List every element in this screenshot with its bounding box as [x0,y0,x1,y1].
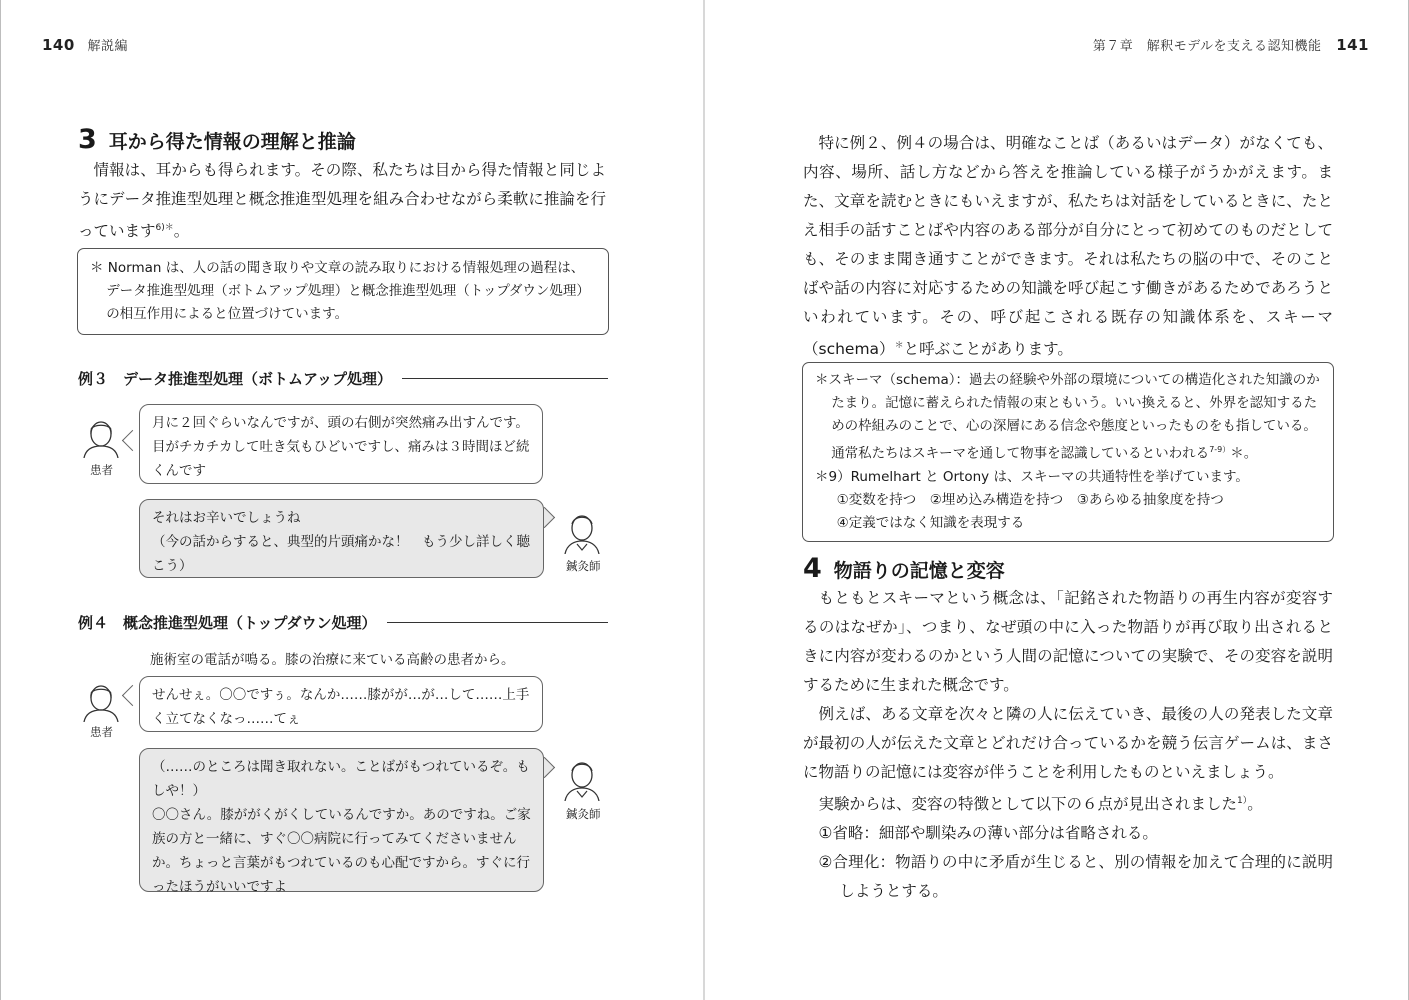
section-4-title: 物語りの記憶と変容 [833,560,1005,582]
practitioner-label-2: 鍼灸師 [566,807,601,821]
section-4-heading [803,553,1005,584]
example-3-rule [402,378,608,379]
schema-definition-note: ＊スキーマ（schema）：過去の経験や外部の環境についての構造化された知識のかたまり。記憶に蓄えられた情報の束ともいう。いい換えると、外界を認知するための枠組みのことで、心の深層にある信念や態度といったものをも指している。通常私たちはスキーマを通して物事を認識しているといわれる$^{7-9)}$＊。 [815,372,1320,462]
norman-note-box [77,248,609,335]
section-4-number: 4 [803,553,822,584]
patient-speech-bubble-2 [139,676,543,732]
practitioner-utterance-2: （今の話からすると、典型的片頭痛かな！ もう少し詳しく聴こう） [152,534,530,574]
schema-intro-body [803,129,1333,364]
practitioner-speech-bubble [139,499,544,578]
example-4-title: 例４ 概念推進型処理（トップダウン処理） [78,614,377,632]
practitioner-avatar-2 [559,755,605,801]
patient-utterance: 月に２回ぐらいなんですが、頭の右側が突然痛み出すんです。目がチカチカして吐き気もひどいですし、痛みは３時間ほど続くんです [152,415,530,479]
patient-utterance-ex4: せんせぇ。〇〇ですぅ。なんか……膝がが…が…して……上手く立てなくなっ……てぇ [152,687,530,727]
section-3-paragraph: 情報は、耳からも得られます。その際、私たちは目から得た情報と同じようにデータ推進型処理と概念推進型処理を組み合わせながら柔軟に推論を行っています$^{6)*}$。 [78,161,606,241]
section-4-paragraph-2: 例えば、ある文章を次々と隣の人に伝えていき、最後の人の発表した文章が最初の人が伝えた文章とどれだけ合っているかを競う伝言ゲームは、まさに物語りの記憶には変容が伴うことを利用したものといえましょう。 [803,705,1333,781]
left-running-header [42,35,128,54]
chapter-title: 第７章 解釈モデルを支える認知機能 [1092,39,1322,54]
patient-avatar [78,412,124,458]
patient-avatar-2 [78,676,124,722]
section-3-number: 3 [78,124,97,155]
section-4-paragraph-3: 実験からは、変容の特徴として以下の６点が見出されました$^{1)}$。 [818,795,1263,814]
section-3-title: 耳から得た情報の理解と推論 [108,131,356,153]
practitioner-label: 鍼灸師 [566,559,601,573]
schema-properties-2: ④定義ではなく知識を表現する [836,514,1025,531]
schema-properties-1: ①変数を持つ ②埋め込み構造を持つ ③あらゆる抽象度を持つ [836,491,1224,508]
practitioner-avatar [559,508,605,554]
right-page-number: 141 [1336,36,1369,54]
citation-superscript: 1） [1237,796,1248,806]
citation-superscript: 7-9） [1209,445,1231,454]
practitioner-utterance-ex4: 〇〇さん。膝ががくがくしているんですか。あのですね。ご家族の方と一緒に、すぐ〇〇病院に行ってみてくださいませんか。ちょっと言葉がもつれているのも心配ですから。すぐに行ったほうがいいですよ [152,807,531,895]
right-running-header [1093,35,1369,54]
right-page [705,0,1409,1000]
section-3-body [78,156,606,246]
citation-superscript: 6)＊ [155,223,174,233]
practitioner-speech-bubble-2 [139,748,544,895]
patient-label-2: 患者 [90,725,113,739]
left-header-section: 解説編 [87,39,128,54]
section-4-paragraph-1: もともとスキーマという概念は、「記銘された物語りの再生内容が変容するのはなぜか」、つまり、なぜ頭の中に入った物語りが再び取り出されるときに内容が変わるのかという人間の記憶についての実験で、その変容を説明するために生まれた概念です。 [803,589,1333,694]
list-item-omission: ①省略：細部や馴染みの薄い部分は省略される。 [818,824,1158,843]
left-page [0,0,704,1000]
note-marker: ＊ [894,341,904,351]
norman-note: ＊ Norman は、人の話の聞き取りや文章の読み取りにおける情報処理の過程は、データ推進型処理（ボトムアップ処理）と概念推進型処理（トップダウン処理）の相互作用によると位置づけています。 [90,260,590,322]
patient-label: 患者 [90,463,113,477]
example-3-heading [78,368,608,389]
practitioner-utterance-1: それはお辛いでしょうね [152,510,301,526]
section-4-body [803,584,1333,906]
rumelhart-note: ＊9）Rumelhart と Ortony は、スキーマの共通特性を挙げています。 [815,468,1249,485]
example-4-rule [387,622,608,623]
left-page-number: 140 [42,36,75,54]
example-3-title: 例３ データ推進型処理（ボトムアップ処理） [78,370,392,388]
schema-intro-paragraph: 特に例２、例４の場合は、明確なことば（あるいはデータ）がなくても、内容、場所、話し方などから答えを推論している様子がうかがえます。また、文章を読むときにもいえますが、私たちは対話をしているときに、たとえ相手の話すことばや内容のある部分が自分にとって初めてのものだとしても、そのまま聞き通すことができます。それは私たちの脳の中で、そのことばや話の内容に対応するための知識を呼び起こす働きがあるためであろうといわれています。その、呼び起こされる既存の知識体系を、スキーマ（schema）＊と呼ぶことがあります。 [803,134,1333,359]
example-4-scene: 施術室の電話が鳴る。膝の治療に来ている高齢の患者から。 [150,652,515,668]
practitioner-thought-ex4: （……のところは聞き取れない。ことばがもつれているぞ。もしや！） [152,759,530,799]
schema-note-box [802,362,1334,542]
list-item-rationalization: ②合理化：物語りの中に矛盾が生じると、別の情報を加えて合理的に説明しようとする。 [818,853,1333,901]
section-3-heading [78,124,356,155]
patient-speech-bubble [139,404,543,484]
example-4-heading [78,612,608,633]
